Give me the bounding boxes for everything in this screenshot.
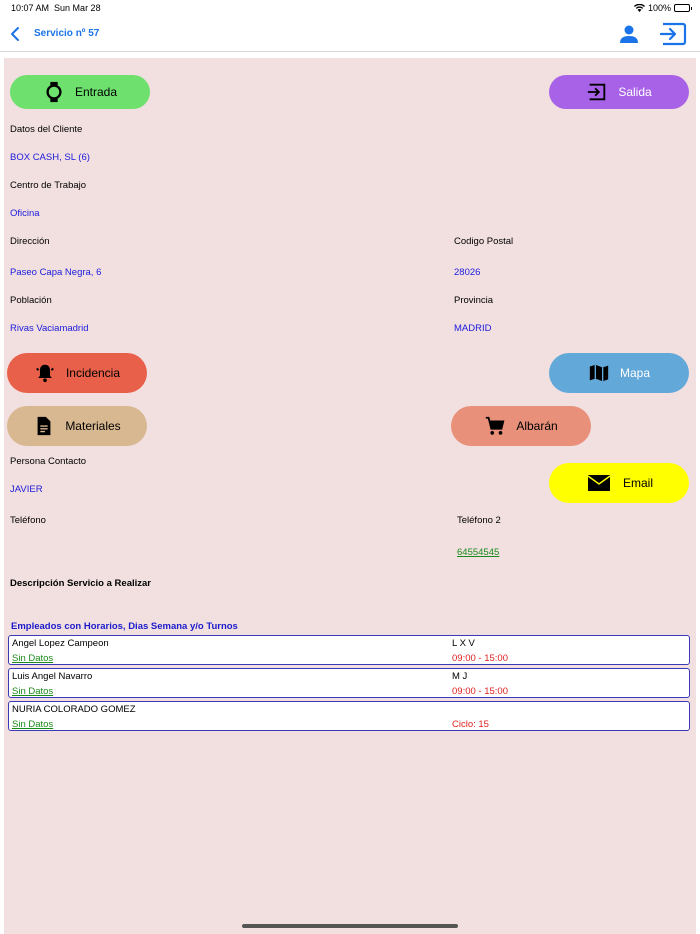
albaran-button[interactable] bbox=[451, 406, 591, 446]
materiales-label: Materiales bbox=[65, 419, 121, 433]
provincia-label: Provincia bbox=[454, 295, 494, 306]
datos-cliente-value: BOX CASH, SL (6) bbox=[10, 152, 90, 163]
employee-status-link[interactable]: Sin Datos bbox=[12, 653, 54, 664]
battery-percent: 100% bbox=[647, 3, 671, 13]
poblacion-value: Rivas Vaciamadrid bbox=[10, 323, 89, 334]
email-button[interactable] bbox=[549, 463, 689, 503]
materiales-button[interactable] bbox=[7, 406, 147, 446]
persona-contacto-value: JAVIER bbox=[10, 484, 43, 495]
centro-trabajo-label: Centro de Trabajo bbox=[10, 180, 87, 191]
home-indicator bbox=[242, 924, 458, 928]
employee-row[interactable] bbox=[8, 635, 690, 665]
empleados-label: Empleados con Horarios, Dias Semana y/o Turnos bbox=[11, 621, 238, 632]
email-label: Email bbox=[622, 476, 653, 490]
exit-icon[interactable] bbox=[659, 21, 687, 47]
employee-hours: Ciclo: 15 bbox=[452, 719, 489, 730]
persona-contacto-label: Persona Contacto bbox=[10, 456, 87, 467]
employee-days: M J bbox=[452, 671, 468, 682]
employee-status-link[interactable]: Sin Datos bbox=[12, 686, 54, 697]
bell-alert-icon bbox=[34, 362, 56, 384]
poblacion-label: Población bbox=[10, 295, 52, 306]
mapa-label: Mapa bbox=[619, 366, 651, 380]
employee-row[interactable] bbox=[8, 668, 690, 698]
employee-name: Angel Lopez Campeon bbox=[12, 638, 109, 649]
mapa-button[interactable] bbox=[549, 353, 689, 393]
status-right bbox=[634, 3, 690, 13]
entrada-label: Entrada bbox=[74, 85, 118, 99]
salida-button[interactable] bbox=[549, 75, 689, 109]
mail-icon bbox=[585, 471, 613, 495]
exit-icon bbox=[586, 81, 608, 103]
incidencia-button[interactable] bbox=[7, 353, 147, 393]
cart-icon bbox=[484, 415, 506, 437]
employee-hours: 09:00 - 15:00 bbox=[452, 653, 508, 664]
service-detail bbox=[4, 58, 696, 934]
datos-cliente-label: Datos del Cliente bbox=[10, 124, 83, 135]
employee-days: L X V bbox=[452, 638, 475, 649]
document-icon bbox=[33, 415, 55, 437]
page-title: Servicio nº 57 bbox=[34, 28, 100, 39]
status-time: 10:07 AM Sun Mar 28 bbox=[11, 3, 101, 13]
person-icon[interactable] bbox=[617, 22, 641, 46]
employee-name: Luis Angel Navarro bbox=[12, 671, 93, 682]
incidencia-label: Incidencia bbox=[65, 366, 121, 380]
descripcion-label: Descripción Servicio a Realizar bbox=[10, 578, 151, 589]
navbar bbox=[0, 16, 700, 52]
albaran-label: Albarán bbox=[516, 419, 558, 433]
direccion-value: Paseo Capa Negra, 6 bbox=[10, 267, 102, 278]
direccion-label: Dirección bbox=[10, 236, 50, 247]
codigo-postal-value: 28026 bbox=[454, 267, 481, 278]
employee-row[interactable] bbox=[8, 701, 690, 731]
wifi-icon bbox=[634, 4, 645, 12]
telefono2-label: Teléfono 2 bbox=[457, 515, 501, 526]
provincia-value: MADRID bbox=[454, 323, 492, 334]
salida-label: Salida bbox=[618, 85, 652, 99]
entrada-button[interactable] bbox=[10, 75, 150, 109]
employee-name: NURIA COLORADO GOMEZ bbox=[12, 704, 136, 715]
chevron-left-icon[interactable] bbox=[8, 25, 22, 43]
employee-status-link[interactable]: Sin Datos bbox=[12, 719, 54, 730]
watch-icon bbox=[43, 81, 65, 103]
centro-trabajo-value: Oficina bbox=[10, 208, 40, 219]
map-icon bbox=[588, 362, 610, 384]
status-bar bbox=[0, 0, 700, 16]
battery-icon bbox=[674, 4, 690, 12]
codigo-postal-label: Codigo Postal bbox=[454, 236, 514, 247]
employee-hours: 09:00 - 15:00 bbox=[452, 686, 508, 697]
telefono2-link[interactable]: 64554545 bbox=[457, 547, 500, 558]
telefono-label: Teléfono bbox=[10, 515, 46, 526]
